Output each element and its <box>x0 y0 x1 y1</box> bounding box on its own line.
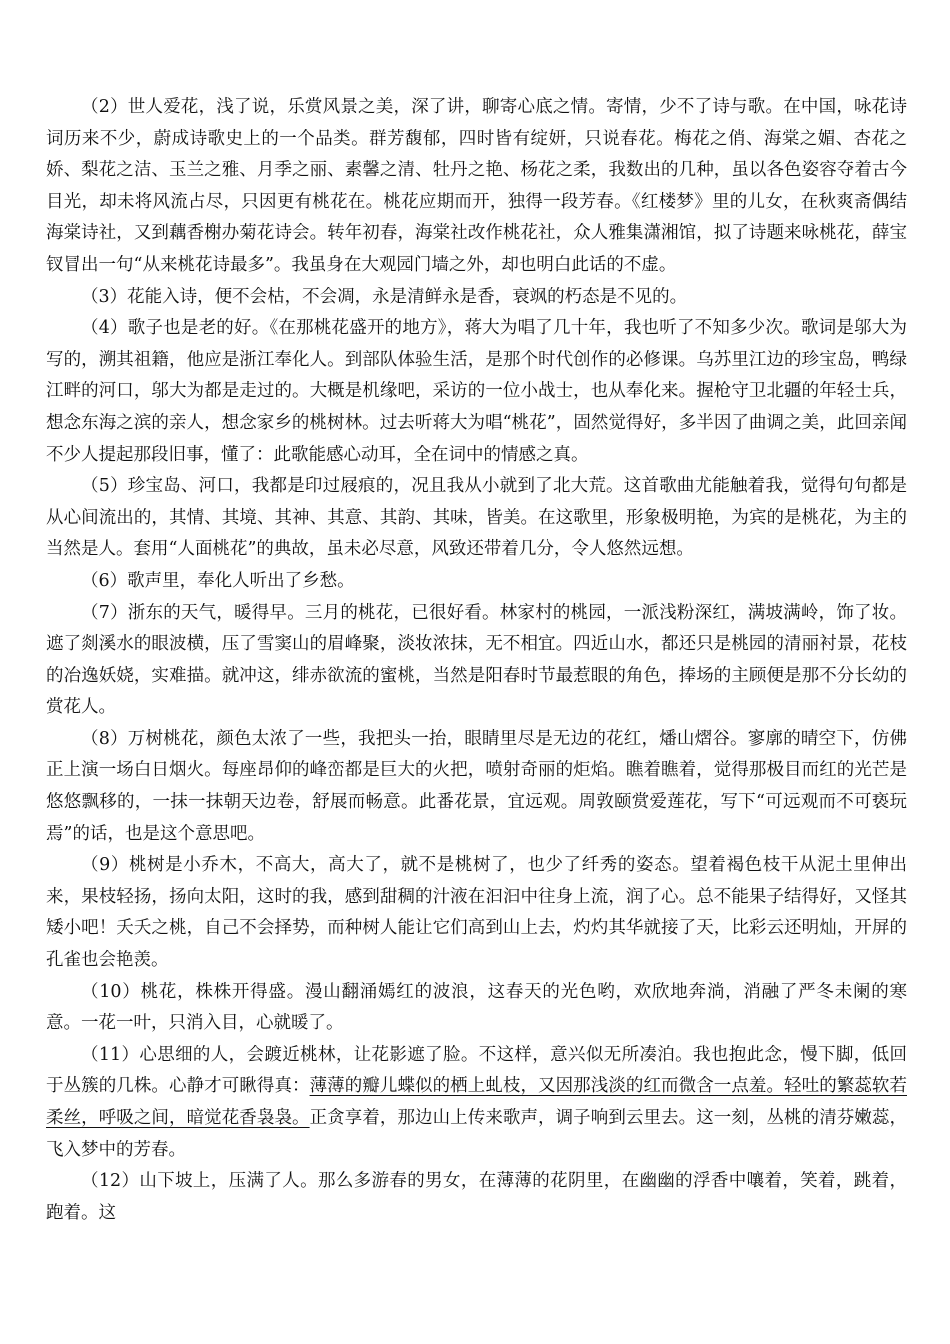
paragraph-2: （2）世人爱花，浅了说，乐赏风景之美，深了讲，聊寄心底之情。寄情，少不了诗与歌。在中国，咏花诗词历来不少，蔚成诗歌史上的一个品类。群芳馥郁，四时皆有绽妍，只说春花。梅花之俏、海棠之媚、杏花之娇、梨花之洁、玉兰之雅、月季之丽、素馨之清、牡丹之艳、杨花之柔，我数出的几种，虽以各色姿容夺着古今目光，却未将风流占尽，只因更有桃花在。桃花应期而开，独得一段芳春。《红楼梦》里的儿女，在秋爽斋偶结海棠诗社，又到藕香榭办菊花诗会。转年初春，海棠社改作桃花社，众人雅集潇湘馆，拟了诗题来咏桃花，薛宝钗冒出一句“从来桃花诗最多”。我虽身在大观园门墙之外，却也明白此话的不虚。 <box>46 97 907 275</box>
paragraph-11-lead: （11）心思细的人，会踱近桃林，让花影遮了脸。不这样，意兴似无所凑泊。我也抱此念，慢下脚，低回于丛簇的几株。心静才可瞅得真： <box>46 1044 907 1097</box>
paragraph-8: （8）万树桃花，颜色太浓了一些，我把头一抬，眼睛里尽是无边的花红，燔山熠谷。寥廓的晴空下，仿佛正上演一场白日烟火。每座昂仰的峰峦都是巨大的火把，喷射奇丽的炬焰。瞧着瞧着，觉得那极目而红的光芒是悠悠飘移的，一抹一抹朝天边卷，舒展而畅意。此番花景，宜远观。周敦颐赏爱莲花，写下“可远观而不可亵玩焉”的话，也是这个意思吧。 <box>46 728 907 844</box>
paragraph-11-tail: 正贪享着，那边山上传来歌声，调子响到云里去。这一刻，丛桃的清芬嫩蕊，飞入梦中的芳春。 <box>46 1108 907 1160</box>
paragraph-4: （4）歌子也是老的好。《在那桃花盛开的地方》，蒋大为唱了几十年，我也听了不知多少次。歌词是邬大为写的，溯其祖籍，他应是浙江奉化人。到部队体验生活，是那个时代创作的必修课。乌苏里江边的珍宝岛，鸭绿江畔的河口，邬大为都是走过的。大概是机缘吧，采访的一位小战士，也从奉化来。握枪守卫北疆的年轻士兵，想念东海之滨的亲人，想念家乡的桃树林。过去听蒋大为唱“桃花”，固然觉得好，多半因了曲调之美，此回亲闻不少人提起那段旧事，懂了：此歌能感心动耳，全在词中的情感之真。 <box>46 318 907 465</box>
underlined-passage: 薄薄的瓣儿蝶似的栖上虬枝，又因那浅淡的红而微含一点羞。轻吐的繁蕊软若柔丝，呼吸之间，暗觉花香袅袅。 <box>46 1076 907 1128</box>
paragraph-9: （9）桃树是小乔木，不高大，高大了，就不是桃树了，也少了纤秀的姿态。望着褐色枝干从泥土里伸出来，果枝轻扬，扬向太阳，这时的我，感到甜稠的汁液在汩汩中往身上流，润了心。总不能果子结得好，又怪其矮小吧！夭夭之桃，自己不会择势，而种树人能让它们高到山上去，灼灼其华就接了天，比彩云还明灿，开屏的孔雀也会艳羡。 <box>46 855 907 971</box>
paragraph-5: （5）珍宝岛、河口，我都是印过屐痕的，况且我从小就到了北大荒。这首歌曲尤能触着我，觉得句句都是从心间流出的，其情、其境、其神、其意、其韵、其味，皆美。在这歌里，形象极明艳，为宾的是桃花，为主的当然是人。套用“人面桃花”的典故，虽未必尽意，风致还带着几分，令人悠然远想。 <box>46 476 907 560</box>
paragraph-6: （6）歌声里，奉化人听出了乡愁。 <box>81 570 355 591</box>
paragraph-7: （7）浙东的天气，暖得早。三月的桃花，已很好看。林家村的桃园，一派浅粉深红，满坡满岭，饰了妆。遮了剡溪水的眼波横，压了雪窦山的眉峰聚，淡妆浓抹，无不相宜。四近山水，都还只是桃园的清丽衬景，花枝的冶逸妖娆，实难描。就冲这，绯赤欲流的蜜桃，当然是阳春时节最惹眼的角色，捧场的主顾便是那不分长幼的赏花人。 <box>46 602 907 718</box>
paragraph-12: （12）山下坡上，压满了人。那么多游春的男女，在薄薄的花阴里，在幽幽的浮香中嚷着，笑着，跳着，跑着。这 <box>46 1171 907 1223</box>
document-page <box>46 92 907 1229</box>
paragraph-10: （10）桃花，株株开得盛。漫山翻涌嫣红的波浪，这春天的光色哟，欢欣地奔淌，消融了严冬未阑的寒意。一花一叶，只消入目，心就暖了。 <box>46 981 907 1034</box>
paragraph-3: （3）花能入诗，便不会枯，不会凋，永是清鲜永是香，衰飒的朽态是不见的。 <box>81 286 688 307</box>
paragraph-11 <box>46 1040 907 1166</box>
